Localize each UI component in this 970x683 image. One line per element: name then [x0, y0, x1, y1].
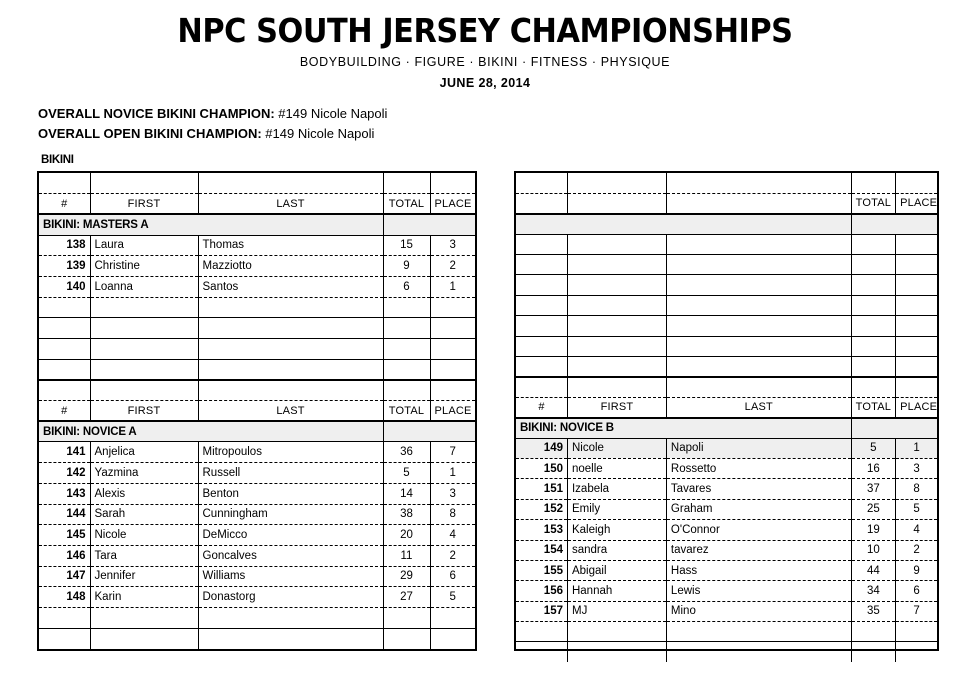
cell-num: 147: [39, 566, 90, 587]
cell-first: Abigail: [567, 560, 666, 580]
cell-first-blank: [567, 173, 666, 193]
table-row-blank-pre-header: [39, 173, 475, 194]
column-header-first: FIRST: [567, 397, 666, 417]
table-row-blank: [516, 622, 937, 642]
cell-first-blank: [567, 234, 666, 254]
cell-last: Russell: [198, 463, 383, 484]
cell-last: Mazziotto: [198, 256, 383, 277]
champion-list: [38, 104, 970, 144]
cell-last: Thomas: [198, 235, 383, 256]
cell-num: 139: [39, 256, 90, 277]
cell-last-blank: [666, 173, 851, 193]
results-table-left-body: [39, 173, 475, 649]
cell-place-blank: [430, 173, 475, 194]
event-date: JUNE 28, 2014: [439, 75, 531, 90]
cell-first-blank: [567, 377, 666, 397]
cell-total: 10: [851, 540, 895, 560]
cell-first: Alexis: [90, 483, 198, 504]
cell-total: 34: [851, 581, 895, 601]
cell-num-blank: [39, 359, 90, 380]
cell-total-blank: [851, 357, 895, 377]
masthead: [0, 0, 970, 90]
cell-first-blank: [567, 336, 666, 356]
cell-last-blank: [198, 173, 383, 194]
cell-place: 2: [430, 256, 475, 277]
table-row-blank: [516, 642, 937, 662]
cell-total-blank: [851, 173, 895, 193]
table-row: [516, 540, 937, 560]
cell-num-blank: [516, 357, 567, 377]
section-title-row: [39, 214, 475, 235]
table-row-blank: [39, 318, 475, 339]
column-header-total: TOTAL: [383, 194, 430, 215]
section-total-spacer: [383, 214, 430, 235]
cell-last: Donastorg: [198, 587, 383, 608]
champion-label-open: OVERALL OPEN BIKINI CHAMPION:: [38, 125, 262, 141]
results-sheet-right: [514, 171, 939, 651]
cell-total: 11: [383, 545, 430, 566]
cell-total-blank: [383, 380, 430, 401]
table-row: [39, 504, 475, 525]
table-row-blank: [39, 297, 475, 318]
cell-total: 29: [383, 566, 430, 587]
cell-first: Christine: [90, 256, 198, 277]
cell-place-blank: [896, 234, 937, 254]
cell-total: 27: [383, 587, 430, 608]
event-title: NPC SOUTH JERSEY CHAMPIONSHIPS: [177, 11, 793, 50]
table-header-row: [516, 397, 937, 417]
cell-total-blank: [383, 318, 430, 339]
table-row: [516, 438, 937, 458]
cell-last: Benton: [198, 483, 383, 504]
table-row-blank: [39, 359, 475, 380]
cell-last-blank: [666, 336, 851, 356]
cell-num-blank: [516, 622, 567, 642]
cell-last: Napoli: [666, 438, 851, 458]
cell-first: Izabela: [567, 479, 666, 499]
cell-last: tavarez: [666, 540, 851, 560]
table-row-blank-pre-header: [516, 173, 937, 193]
cell-num-blank: [516, 642, 567, 662]
cell-num: 149: [516, 438, 567, 458]
table-row: [39, 587, 475, 608]
cell-place: 1: [430, 463, 475, 484]
cell-last: Mino: [666, 601, 851, 621]
cell-place: 1: [896, 438, 937, 458]
cell-num-blank: [39, 380, 90, 401]
cell-last-blank: [666, 622, 851, 642]
cell-num: 157: [516, 601, 567, 621]
cell-total-blank: [383, 359, 430, 380]
table-row: [516, 560, 937, 580]
cell-first: Hannah: [567, 581, 666, 601]
cell-first: Karin: [90, 587, 198, 608]
cell-last: Tavares: [666, 479, 851, 499]
cell-first: noelle: [567, 458, 666, 478]
cell-place-blank: [430, 380, 475, 401]
cell-last-blank: [666, 357, 851, 377]
cell-first-blank: [90, 318, 198, 339]
cell-first: Laura: [90, 235, 198, 256]
cell-place-blank: [896, 622, 937, 642]
cell-place: 2: [896, 540, 937, 560]
cell-place-blank: [896, 336, 937, 356]
cell-total: 44: [851, 560, 895, 580]
table-header-row: [516, 193, 937, 213]
column-header-last: LAST: [666, 397, 851, 417]
cell-first: Nicole: [567, 438, 666, 458]
table-row-blank-pre-header: [39, 380, 475, 401]
cell-last: Cunningham: [198, 504, 383, 525]
cell-first: sandra: [567, 540, 666, 560]
cell-num-blank: [39, 297, 90, 318]
cell-total-blank: [851, 255, 895, 275]
column-header-place: PLACE: [430, 194, 475, 215]
cell-last-blank: [666, 642, 851, 662]
column-header-num: #: [39, 194, 90, 215]
cell-total: 35: [851, 601, 895, 621]
cell-total-blank: [851, 622, 895, 642]
column-header-first: FIRST: [90, 194, 198, 215]
cell-total: 9: [383, 256, 430, 277]
table-row: [516, 581, 937, 601]
table-row-blank: [516, 295, 937, 315]
cell-last-blank: [198, 359, 383, 380]
cell-first: Sarah: [90, 504, 198, 525]
table-row: [39, 483, 475, 504]
cell-last: Hass: [666, 560, 851, 580]
cell-total: 5: [383, 463, 430, 484]
cell-last-blank: [666, 255, 851, 275]
section-title-row: [516, 214, 937, 234]
cell-first: Nicole: [90, 525, 198, 546]
cell-num: 150: [516, 458, 567, 478]
cell-last: Rossetto: [666, 458, 851, 478]
cell-total: 6: [383, 276, 430, 297]
cell-total-blank: [851, 642, 895, 662]
section-total-spacer: [383, 421, 430, 442]
cell-num: 153: [516, 520, 567, 540]
table-row-blank: [516, 275, 937, 295]
cell-last: Santos: [198, 276, 383, 297]
table-row-blank: [516, 316, 937, 336]
cell-total: 15: [383, 235, 430, 256]
champion-label-novice: OVERALL NOVICE BIKINI CHAMPION:: [38, 105, 275, 121]
cell-total-blank: [851, 234, 895, 254]
cell-num-blank: [516, 275, 567, 295]
table-row: [39, 566, 475, 587]
cell-first-blank: [90, 607, 198, 628]
cell-total-blank: [383, 173, 430, 194]
table-header-row: [39, 194, 475, 215]
cell-place: 5: [430, 587, 475, 608]
cell-first-blank: [90, 173, 198, 194]
section-title-row: [516, 418, 937, 438]
cell-place: 6: [430, 566, 475, 587]
column-header-last: LAST: [198, 401, 383, 422]
section-title: BIKINI: MASTERS A: [39, 214, 383, 235]
cell-num: 151: [516, 479, 567, 499]
table-row: [516, 499, 937, 519]
cell-num: 156: [516, 581, 567, 601]
column-header-num: #: [516, 397, 567, 417]
cell-total-blank: [851, 295, 895, 315]
champion-line-novice: [38, 104, 970, 124]
cell-num-blank: [516, 234, 567, 254]
cell-last-blank: [198, 607, 383, 628]
column-header-last: [666, 193, 851, 213]
column-header-num: #: [39, 401, 90, 422]
cell-num-blank: [516, 336, 567, 356]
cell-place: 2: [430, 545, 475, 566]
cell-first: Yazmina: [90, 463, 198, 484]
cell-total: 5: [851, 438, 895, 458]
cell-place-blank: [896, 642, 937, 662]
column-header-place: PLACE: [896, 397, 937, 417]
cell-place-blank: [430, 318, 475, 339]
cell-place: 5: [896, 499, 937, 519]
cell-num-blank: [516, 255, 567, 275]
cell-last: Lewis: [666, 581, 851, 601]
table-row: [39, 235, 475, 256]
cell-num-blank: [39, 318, 90, 339]
cell-last: O'Connor: [666, 520, 851, 540]
table-row-blank-pre-header: [516, 377, 937, 397]
table-row-blank: [39, 339, 475, 360]
table-row-blank: [39, 628, 475, 649]
cell-first-blank: [567, 642, 666, 662]
cell-place-blank: [896, 357, 937, 377]
table-row-blank: [39, 607, 475, 628]
results-table-left: [39, 173, 475, 649]
cell-total: 36: [383, 442, 430, 463]
cell-total: 19: [851, 520, 895, 540]
cell-total-blank: [383, 607, 430, 628]
cell-first: Tara: [90, 545, 198, 566]
cell-last: Mitropoulos: [198, 442, 383, 463]
cell-place: 1: [430, 276, 475, 297]
cell-last-blank: [198, 318, 383, 339]
cell-place: 3: [430, 483, 475, 504]
cell-total-blank: [851, 377, 895, 397]
cell-num-blank: [39, 173, 90, 194]
table-row: [39, 545, 475, 566]
cell-first-blank: [567, 357, 666, 377]
cell-place: 7: [896, 601, 937, 621]
column-header-total: TOTAL: [383, 401, 430, 422]
cell-num-blank: [39, 607, 90, 628]
cell-first-blank: [90, 297, 198, 318]
table-row: [39, 442, 475, 463]
cell-first-blank: [567, 255, 666, 275]
table-row-blank: [516, 357, 937, 377]
cell-total-blank: [851, 336, 895, 356]
cell-last: DeMicco: [198, 525, 383, 546]
cell-total: 38: [383, 504, 430, 525]
cell-first-blank: [567, 622, 666, 642]
section-total-spacer: [851, 214, 895, 234]
cell-place: 6: [896, 581, 937, 601]
cell-num: 140: [39, 276, 90, 297]
cell-num-blank: [516, 173, 567, 193]
cell-num-blank: [516, 295, 567, 315]
cell-last-blank: [666, 275, 851, 295]
cell-place-blank: [430, 297, 475, 318]
cell-total-blank: [851, 316, 895, 336]
cell-first: Loanna: [90, 276, 198, 297]
cell-place-blank: [430, 607, 475, 628]
table-row: [516, 458, 937, 478]
cell-num: 144: [39, 504, 90, 525]
cell-place: 4: [896, 520, 937, 540]
cell-place-blank: [896, 255, 937, 275]
cell-total: 20: [383, 525, 430, 546]
cell-first-blank: [567, 275, 666, 295]
cell-num: 143: [39, 483, 90, 504]
section-title-row: [39, 421, 475, 442]
cell-first: Jennifer: [90, 566, 198, 587]
table-row-blank: [516, 336, 937, 356]
cell-total-blank: [383, 628, 430, 649]
champion-name-novice: #149 Nicole Napoli: [278, 105, 388, 121]
cell-num: 138: [39, 235, 90, 256]
table-row: [39, 463, 475, 484]
cell-place-blank: [896, 275, 937, 295]
cell-total-blank: [383, 297, 430, 318]
cell-first-blank: [567, 316, 666, 336]
cell-last-blank: [666, 377, 851, 397]
cell-num: 146: [39, 545, 90, 566]
cell-num: 148: [39, 587, 90, 608]
cell-num: 152: [516, 499, 567, 519]
results-table-right: [516, 173, 937, 662]
results-table-right-body: [516, 173, 937, 662]
column-header-last: LAST: [198, 194, 383, 215]
section-place-spacer: [430, 214, 475, 235]
section-total-spacer: [851, 418, 895, 438]
cell-place: 8: [896, 479, 937, 499]
cell-first-blank: [90, 339, 198, 360]
section-title: [516, 214, 851, 234]
column-header-first: FIRST: [90, 401, 198, 422]
section-place-spacer: [896, 214, 937, 234]
column-header-num: [516, 193, 567, 213]
table-row: [39, 276, 475, 297]
cell-last-blank: [666, 295, 851, 315]
results-sheet-left: [37, 171, 477, 651]
cell-place: 3: [430, 235, 475, 256]
section-title: BIKINI: NOVICE B: [516, 418, 851, 438]
cell-first-blank: [90, 359, 198, 380]
event-divisions: BODYBUILDING · FIGURE · BIKINI · FITNESS · PHYSIQUE: [299, 54, 671, 69]
cell-place-blank: [896, 316, 937, 336]
cell-last-blank: [666, 234, 851, 254]
cell-first: Emily: [567, 499, 666, 519]
cell-total: 37: [851, 479, 895, 499]
cell-place: 8: [430, 504, 475, 525]
cell-place-blank: [430, 628, 475, 649]
cell-num-blank: [39, 339, 90, 360]
cell-place-blank: [430, 339, 475, 360]
table-row: [516, 479, 937, 499]
division-caption: BIKINI: [41, 154, 74, 166]
cell-num-blank: [516, 316, 567, 336]
cell-place-blank: [896, 173, 937, 193]
cell-place: 9: [896, 560, 937, 580]
cell-first-blank: [90, 628, 198, 649]
section-place-spacer: [430, 421, 475, 442]
cell-num: 141: [39, 442, 90, 463]
cell-last-blank: [666, 316, 851, 336]
cell-last-blank: [198, 628, 383, 649]
table-row: [516, 520, 937, 540]
column-header-first: [567, 193, 666, 213]
cell-total-blank: [383, 339, 430, 360]
cell-num-blank: [516, 377, 567, 397]
cell-last: Williams: [198, 566, 383, 587]
table-header-row: [39, 401, 475, 422]
cell-last: Goncalves: [198, 545, 383, 566]
section-title: BIKINI: NOVICE A: [39, 421, 383, 442]
column-header-total: TOTAL: [851, 193, 895, 213]
table-row: [516, 601, 937, 621]
cell-num: 142: [39, 463, 90, 484]
section-place-spacer: [896, 418, 937, 438]
cell-last-blank: [198, 380, 383, 401]
table-row-blank: [516, 255, 937, 275]
cell-total: 14: [383, 483, 430, 504]
cell-first-blank: [567, 295, 666, 315]
cell-place-blank: [896, 295, 937, 315]
cell-place: 7: [430, 442, 475, 463]
cell-num: 155: [516, 560, 567, 580]
champion-name-open: #149 Nicole Napoli: [265, 125, 375, 141]
cell-total-blank: [851, 275, 895, 295]
cell-total: 25: [851, 499, 895, 519]
cell-place-blank: [430, 359, 475, 380]
champion-line-open: [38, 124, 970, 144]
cell-place: 4: [430, 525, 475, 546]
table-row-blank: [516, 234, 937, 254]
cell-first: MJ: [567, 601, 666, 621]
cell-total: 16: [851, 458, 895, 478]
cell-last-blank: [198, 297, 383, 318]
cell-num: 145: [39, 525, 90, 546]
table-row: [39, 256, 475, 277]
cell-first-blank: [90, 380, 198, 401]
cell-place: 3: [896, 458, 937, 478]
cell-first: Kaleigh: [567, 520, 666, 540]
cell-first: Anjelica: [90, 442, 198, 463]
table-row: [39, 525, 475, 546]
cell-last-blank: [198, 339, 383, 360]
cell-num-blank: [39, 628, 90, 649]
column-header-place: PLACE: [896, 193, 937, 213]
column-header-place: PLACE: [430, 401, 475, 422]
cell-last: Graham: [666, 499, 851, 519]
column-header-total: TOTAL: [851, 397, 895, 417]
cell-place-blank: [896, 377, 937, 397]
cell-num: 154: [516, 540, 567, 560]
